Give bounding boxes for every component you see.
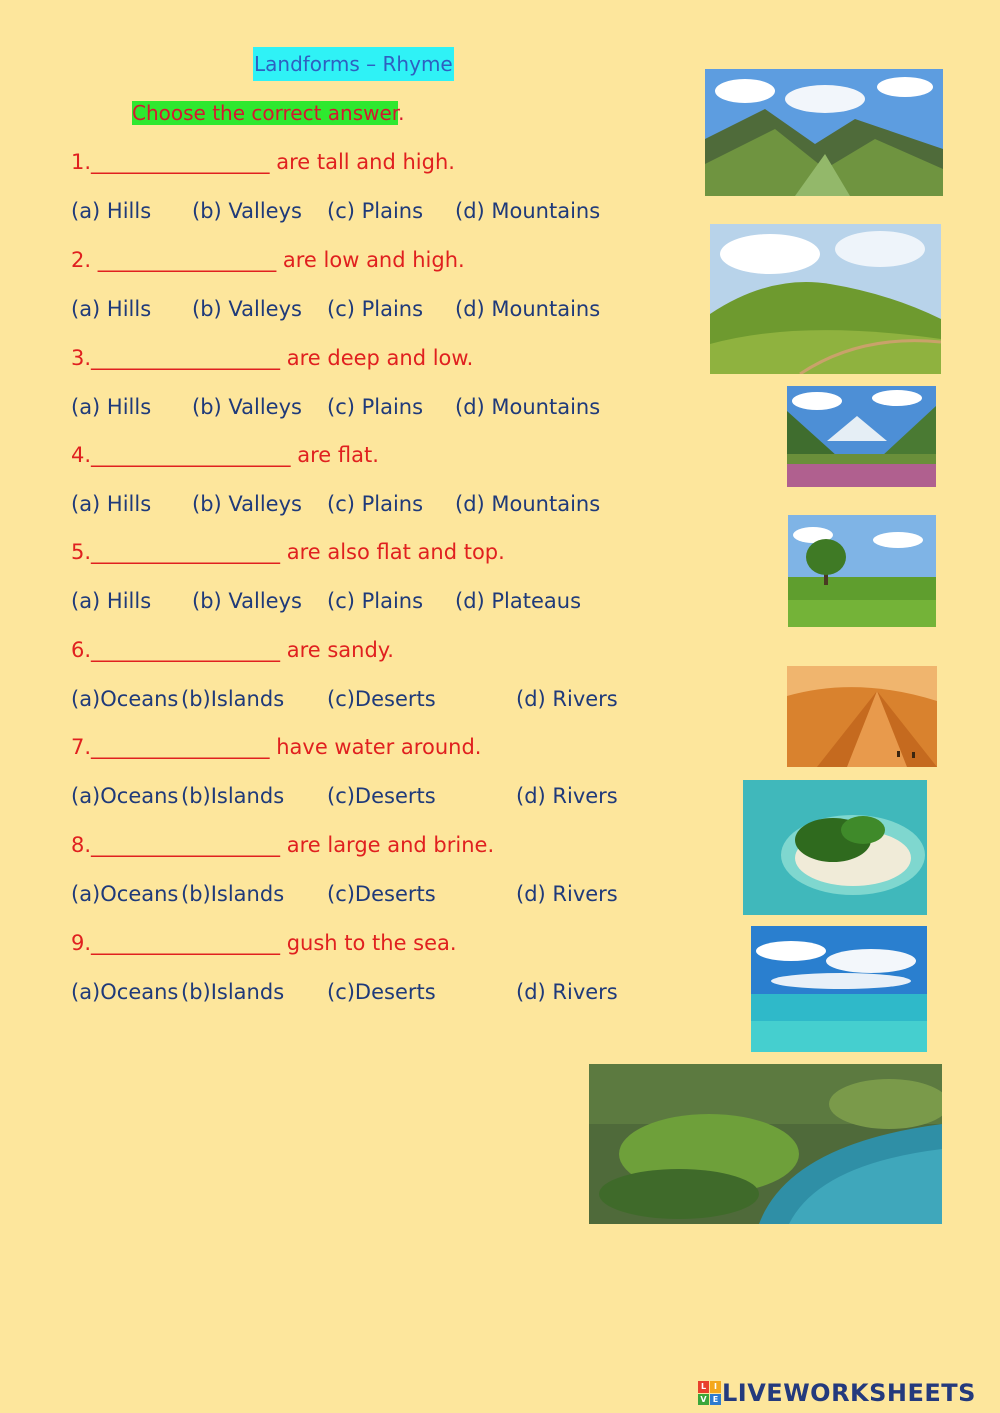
option-d[interactable]: (d) Rivers <box>516 980 618 1004</box>
option-c[interactable]: (c) Plains <box>327 589 424 613</box>
option-b[interactable]: (b) Valleys <box>192 199 302 223</box>
question-2 <box>71 245 465 275</box>
logo-mark-letter: I <box>710 1381 721 1393</box>
option-a[interactable]: (a)Oceans <box>71 980 179 1004</box>
answer-blank[interactable]: _________________ <box>97 248 277 272</box>
instruction-period: . <box>398 101 405 125</box>
question-7 <box>71 732 481 762</box>
option-d[interactable]: (d) Mountains <box>455 395 601 419</box>
option-c[interactable]: (c) Plains <box>327 199 424 223</box>
question-4 <box>71 440 379 470</box>
question-number: 4. <box>71 443 92 467</box>
options-row-5 <box>71 586 671 616</box>
option-d[interactable]: (d) Plateaus <box>455 589 582 613</box>
options-row-6 <box>71 684 671 714</box>
ocean-photo <box>751 926 927 1052</box>
option-a[interactable]: (a) Hills <box>71 589 152 613</box>
logo-mark <box>698 1381 720 1405</box>
option-b[interactable]: (b)Islands <box>181 784 285 808</box>
mountains-photo <box>705 69 943 196</box>
logo-mark-letter: V <box>698 1394 709 1406</box>
option-a[interactable]: (a) Hills <box>71 492 152 516</box>
option-c[interactable]: (c) Plains <box>327 395 424 419</box>
option-d[interactable]: (d) Rivers <box>516 687 618 711</box>
question-5 <box>71 537 505 567</box>
option-b[interactable]: (b)Islands <box>181 980 285 1004</box>
question-text: are sandy. <box>280 638 394 662</box>
option-c[interactable]: (c)Deserts <box>327 687 436 711</box>
option-d[interactable]: (d) Rivers <box>516 784 618 808</box>
option-d[interactable]: (d) Mountains <box>455 492 601 516</box>
option-a[interactable]: (a)Oceans <box>71 784 179 808</box>
option-a[interactable]: (a) Hills <box>71 297 152 321</box>
island-photo <box>743 780 927 915</box>
question-1 <box>71 147 455 177</box>
hills-photo <box>710 224 941 374</box>
question-number: 8. <box>71 833 92 857</box>
valley-photo <box>787 386 936 487</box>
question-number: 3. <box>71 346 92 370</box>
options-row-2 <box>71 294 671 324</box>
answer-blank[interactable]: ___________________ <box>91 443 291 467</box>
question-text: are low and high. <box>276 248 465 272</box>
option-c[interactable]: (c) Plains <box>327 297 424 321</box>
options-row-7 <box>71 781 671 811</box>
question-3 <box>71 343 473 373</box>
question-text: are also flat and top. <box>280 540 505 564</box>
option-c[interactable]: (c)Deserts <box>327 980 436 1004</box>
page-title: Landforms – Rhyme <box>253 47 454 81</box>
question-number: 2. <box>71 248 98 272</box>
question-6 <box>71 635 394 665</box>
option-b[interactable]: (b)Islands <box>181 687 285 711</box>
option-b[interactable]: (b)Islands <box>181 882 285 906</box>
answer-blank[interactable]: __________________ <box>91 931 281 955</box>
option-c[interactable]: (c)Deserts <box>327 784 436 808</box>
option-a[interactable]: (a)Oceans <box>71 687 179 711</box>
question-number: 5. <box>71 540 92 564</box>
answer-blank[interactable]: __________________ <box>91 833 281 857</box>
river-photo <box>589 1064 942 1224</box>
question-text: are deep and low. <box>280 346 474 370</box>
answer-blank[interactable]: _________________ <box>91 735 270 759</box>
question-8 <box>71 830 494 860</box>
desert-photo <box>787 666 937 767</box>
option-b[interactable]: (b) Valleys <box>192 395 302 419</box>
logo-text: LIVEWORKSHEETS <box>722 1379 976 1407</box>
option-b[interactable]: (b) Valleys <box>192 297 302 321</box>
option-b[interactable]: (b) Valleys <box>192 492 302 516</box>
question-text: have water around. <box>269 735 482 759</box>
answer-blank[interactable]: __________________ <box>91 540 281 564</box>
logo-mark-letter: E <box>710 1394 721 1406</box>
instruction <box>132 97 405 129</box>
option-b[interactable]: (b) Valleys <box>192 589 302 613</box>
option-d[interactable]: (d) Mountains <box>455 297 601 321</box>
answer-blank[interactable]: __________________ <box>91 638 281 662</box>
liveworksheets-logo <box>698 1378 976 1408</box>
option-a[interactable]: (a) Hills <box>71 395 152 419</box>
question-9 <box>71 928 457 958</box>
option-d[interactable]: (d) Rivers <box>516 882 618 906</box>
options-row-3 <box>71 392 671 422</box>
plains-photo <box>788 515 936 627</box>
option-c[interactable]: (c)Deserts <box>327 882 436 906</box>
option-c[interactable]: (c) Plains <box>327 492 424 516</box>
question-text: are tall and high. <box>269 150 455 174</box>
option-a[interactable]: (a) Hills <box>71 199 152 223</box>
question-number: 9. <box>71 931 92 955</box>
question-text: gush to the sea. <box>280 931 457 955</box>
option-d[interactable]: (d) Mountains <box>455 199 601 223</box>
question-number: 1. <box>71 150 92 174</box>
logo-mark-letter: L <box>698 1381 709 1393</box>
options-row-1 <box>71 196 671 226</box>
question-number: 7. <box>71 735 92 759</box>
question-number: 6. <box>71 638 92 662</box>
instruction-text: Choose the correct answer <box>132 101 399 125</box>
options-row-9 <box>71 977 671 1007</box>
answer-blank[interactable]: _________________ <box>91 150 270 174</box>
option-a[interactable]: (a)Oceans <box>71 882 179 906</box>
options-row-8 <box>71 879 671 909</box>
answer-blank[interactable]: __________________ <box>91 346 281 370</box>
question-text: are large and brine. <box>280 833 495 857</box>
question-text: are flat. <box>290 443 379 467</box>
options-row-4 <box>71 489 671 519</box>
